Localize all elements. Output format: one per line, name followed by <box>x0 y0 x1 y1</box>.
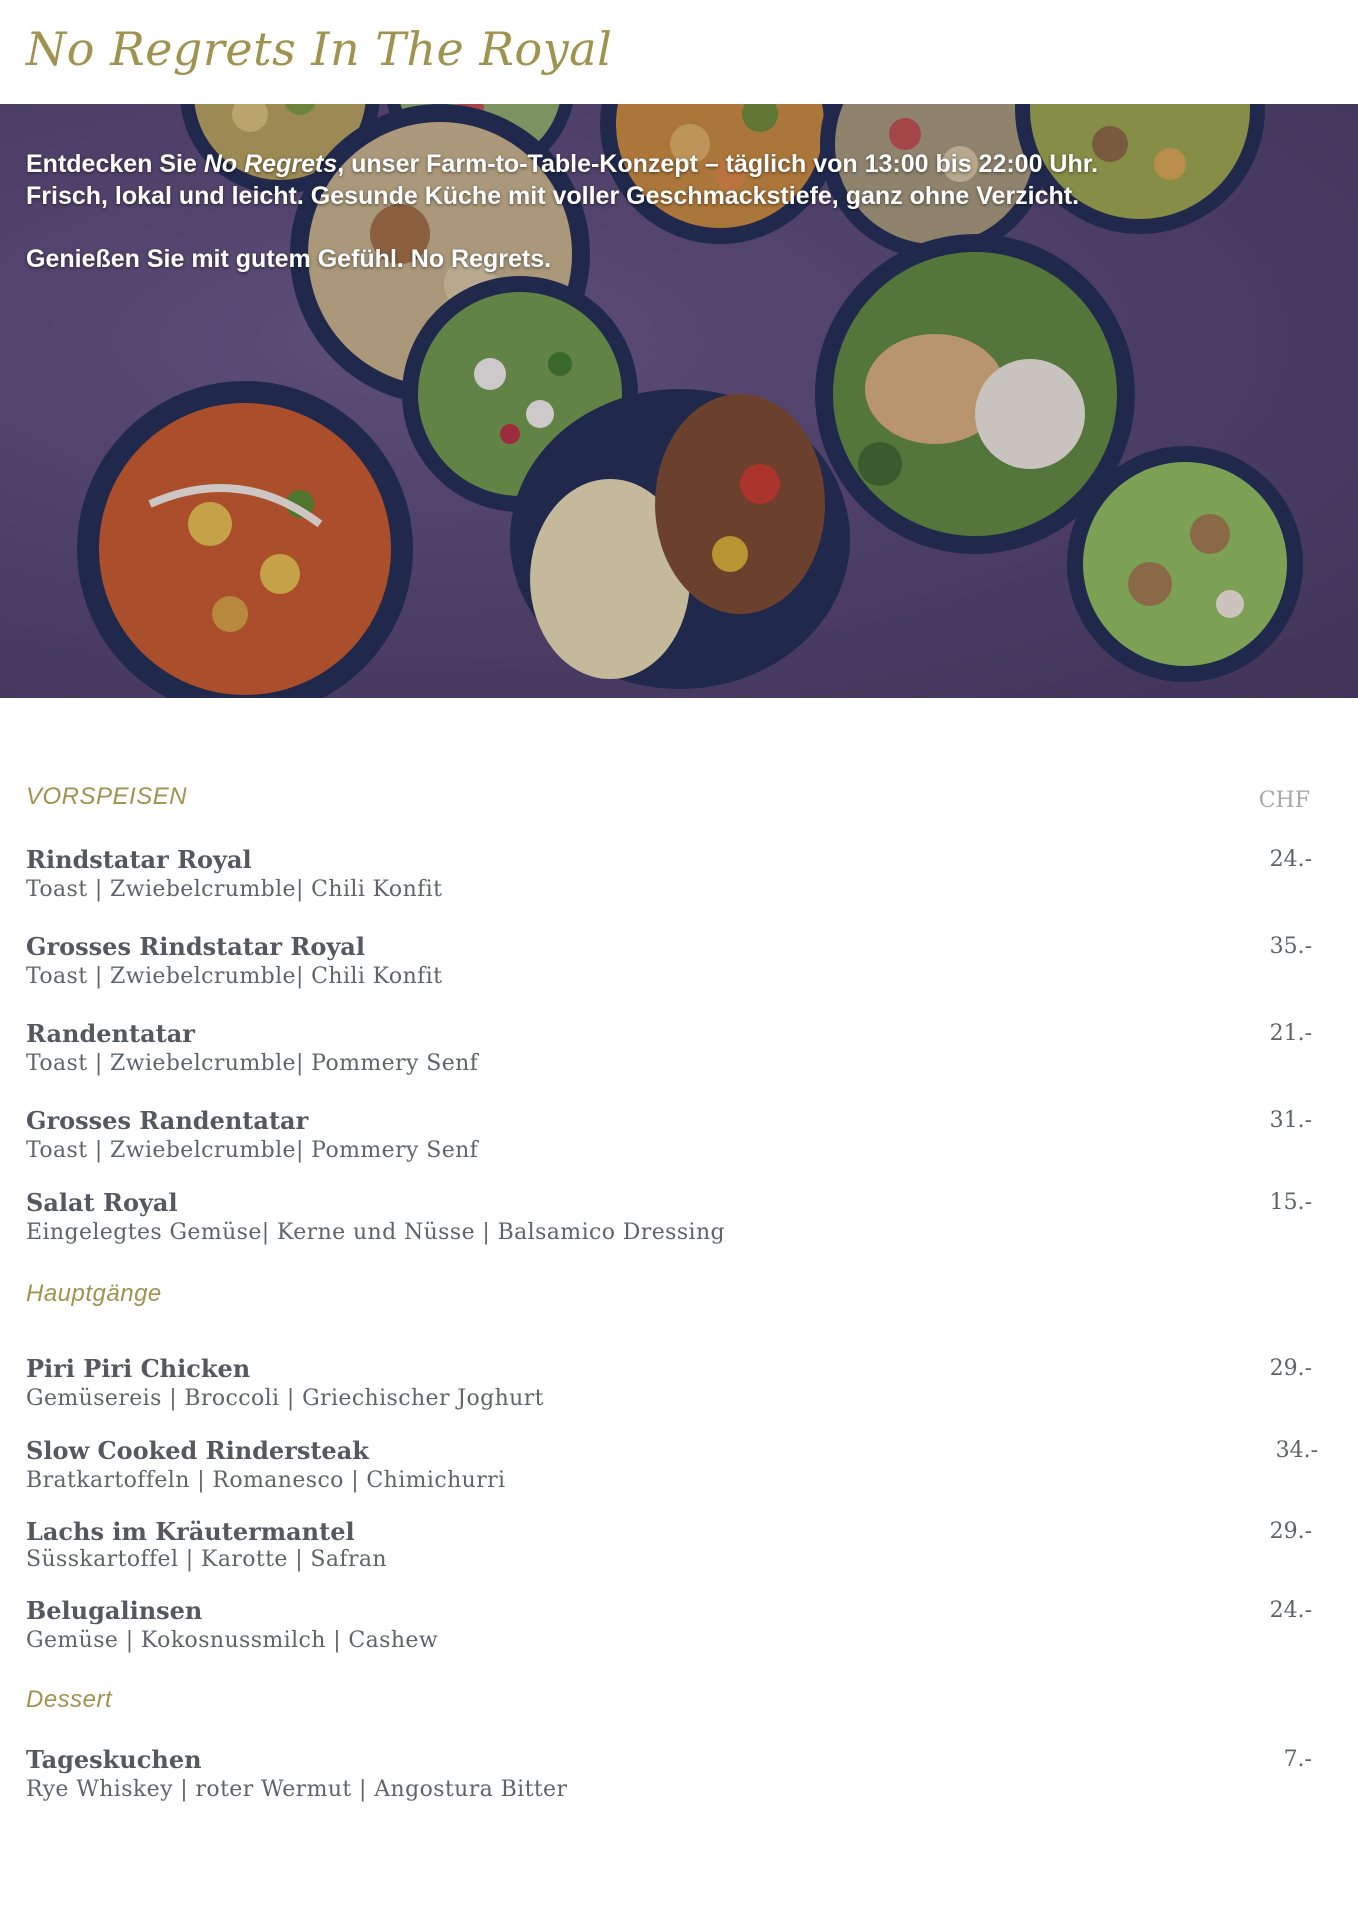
hero-line-3: Genießen Sie mit gutem Gefühl. No Regrets. <box>26 245 552 273</box>
menu-item <box>26 1188 1316 1248</box>
menu-item-price: 24.- <box>1269 847 1312 872</box>
menu-item <box>26 1106 1316 1166</box>
menu-item-description: Süsskartoffel | Karotte | Safran <box>26 1547 387 1572</box>
hero-line-1-pre: Entdecken Sie <box>26 150 204 178</box>
menu-item-name: Grosses Rindstatar Royal <box>26 932 365 961</box>
menu-item-price: 29.- <box>1269 1356 1312 1381</box>
menu-item-description: Gemüsereis | Broccoli | Griechischer Joghurt <box>26 1386 544 1411</box>
menu-item-name: Lachs im Kräutermantel <box>26 1517 355 1546</box>
hero-line-1-brand: No Regrets <box>203 150 338 178</box>
menu-item-price: 35.- <box>1269 934 1312 959</box>
menu-item <box>26 932 1316 992</box>
menu-item-description: Rye Whiskey | roter Wermut | Angostura Bitter <box>26 1777 568 1802</box>
menu-item-price: 31.- <box>1269 1108 1312 1133</box>
menu-item <box>26 1596 1316 1656</box>
currency-label: CHF <box>1258 788 1310 813</box>
menu-item-description: Toast | Zwiebelcrumble| Chili Konfit <box>26 877 443 902</box>
menu-item-name: Salat Royal <box>26 1188 178 1217</box>
menu-item <box>26 1019 1316 1079</box>
menu-item-description: Toast | Zwiebelcrumble| Pommery Senf <box>26 1138 479 1163</box>
hero-banner <box>0 104 1358 698</box>
hero-line-1-post: , unser Farm-to-Table-Konzept – täglich von 13:00 bis 22:00 Uhr. <box>337 150 1099 178</box>
menu-item <box>26 1354 1316 1414</box>
hero-intro <box>26 148 1336 275</box>
menu-item-price: 21.- <box>1269 1021 1312 1046</box>
menu-item-price: 15.- <box>1269 1190 1312 1215</box>
section-heading-hauptgaenge: Hauptgänge <box>26 1280 162 1307</box>
hero-line-2: Frisch, lokal und leicht. Gesunde Küche mit voller Geschmackstiefe, ganz ohne Verzicht. <box>26 182 1080 210</box>
menu-item <box>26 1517 1316 1573</box>
menu-item-price: 29.- <box>1269 1519 1312 1544</box>
menu-item-name: Slow Cooked Rindersteak <box>26 1436 369 1465</box>
hero-line-1 <box>26 148 1336 180</box>
menu-item-name: Tageskuchen <box>26 1745 202 1774</box>
menu-item <box>26 845 1316 905</box>
menu-title: No Regrets In The Royal <box>26 22 613 76</box>
menu-item-description: Eingelegtes Gemüse| Kerne und Nüsse | Balsamico Dressing <box>26 1220 726 1245</box>
menu-item-price: 7.- <box>1283 1747 1312 1772</box>
menu-item-price: 34.- <box>1275 1438 1318 1463</box>
menu-item-name: Rindstatar Royal <box>26 845 252 874</box>
menu-item-price: 24.- <box>1269 1598 1312 1623</box>
menu-item-description: Gemüse | Kokosnussmilch | Cashew <box>26 1628 439 1653</box>
menu-item-description: Toast | Zwiebelcrumble| Chili Konfit <box>26 964 443 989</box>
menu-item-description: Toast | Zwiebelcrumble| Pommery Senf <box>26 1051 479 1076</box>
menu-item <box>26 1436 1316 1496</box>
menu-item <box>26 1745 1316 1805</box>
section-heading-vorspeisen: VORSPEISEN <box>26 783 188 810</box>
section-heading-dessert: Dessert <box>26 1686 113 1713</box>
menu-item-name: Randentatar <box>26 1019 195 1048</box>
menu-item-description: Bratkartoffeln | Romanesco | Chimichurri <box>26 1468 506 1493</box>
menu-item-name: Belugalinsen <box>26 1596 203 1625</box>
menu-item-name: Grosses Randentatar <box>26 1106 309 1135</box>
menu-item-name: Piri Piri Chicken <box>26 1354 251 1383</box>
